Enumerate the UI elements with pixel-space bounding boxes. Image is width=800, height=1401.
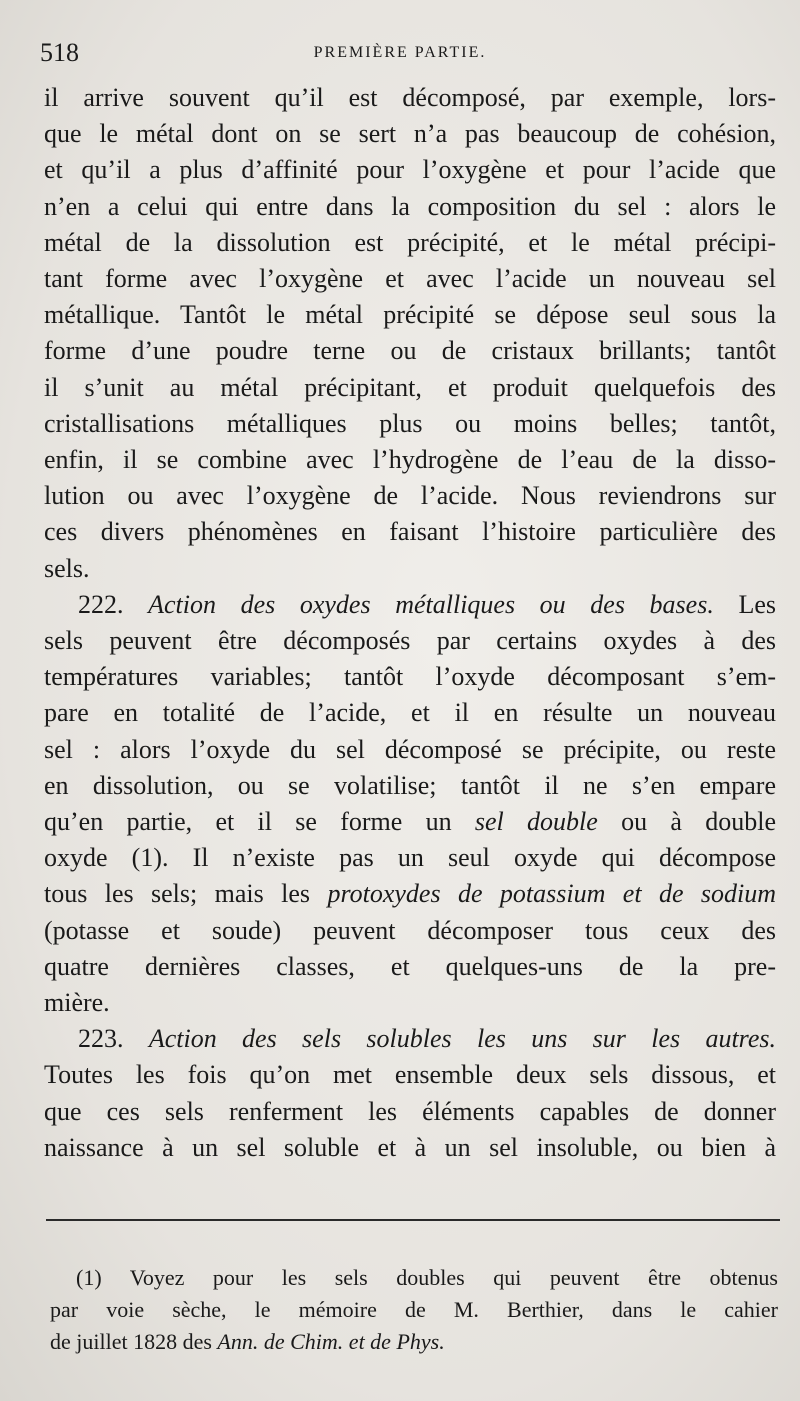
- body-text: [44, 80, 776, 1166]
- text-line: [44, 876, 776, 912]
- text-line: [44, 804, 776, 840]
- footnote-line: (1) Voyez pour les sels doubles qui peuvent être obtenus: [76, 1265, 778, 1290]
- text-line: températures variables; tantôt l’oxyde décomposant s’em-: [44, 662, 776, 692]
- text-fragment: tous les sels; mais les: [44, 879, 328, 909]
- text-line: ces divers phénomènes en faisant l’histoire particulière des: [44, 517, 776, 547]
- text-line: oxyde (1). Il n’existe pas un seul oxyde qui décompose: [44, 843, 776, 873]
- italic-term: protoxydes de potassium et de sodium: [327, 879, 776, 909]
- text-line: et qu’il a plus d’affinité pour l’oxygène et pour l’acide que: [44, 155, 776, 185]
- text-fragment: ou à double: [597, 807, 776, 837]
- footnote: [50, 1262, 778, 1358]
- text-line: cristallisations métalliques plus ou moins belles; tantôt,: [44, 408, 776, 438]
- text-line: enfin, il se combine avec l’hydrogène de l’eau de la disso-: [44, 445, 776, 475]
- page-number: 518: [40, 38, 79, 67]
- paragraph-continued: [44, 80, 776, 587]
- text-line: métal de la dissolution est précipité, et le métal précipi-: [44, 227, 776, 257]
- paragraph-222: [44, 587, 776, 1021]
- text-line: sel : alors l’oxyde du sel décomposé se précipite, ou reste: [44, 734, 776, 764]
- text-line: n’en a celui qui entre dans la composition du sel : alors le: [44, 191, 776, 221]
- footnote-rule: [46, 1219, 780, 1221]
- text-line: quatre dernières classes, et quelques-uns de la pre-: [44, 951, 776, 981]
- text-line: il arrive souvent qu’il est décomposé, par exemple, lors-: [44, 83, 776, 112]
- text-line: [44, 1021, 776, 1057]
- footnote-line: par voie sèche, le mémoire de M. Berthier, dans le cahier: [50, 1297, 778, 1322]
- text-line: métallique. Tantôt le métal précipité se dépose seul sous la: [44, 300, 776, 330]
- text-line: en dissolution, ou se volatilise; tantôt il ne s’en empare: [44, 770, 776, 800]
- text-line: sels.: [44, 553, 90, 583]
- paragraph-number: 223.: [78, 1024, 124, 1054]
- text-line: [44, 587, 776, 623]
- running-title: PREMIÈRE PARTIE.: [313, 44, 487, 61]
- text-line: forme d’une poudre terne ou de cristaux brillants; tantôt: [44, 336, 776, 366]
- text-line: mière.: [44, 988, 110, 1018]
- italic-term: Ann. de Chim. et de Phys.: [217, 1329, 445, 1354]
- text-line: naissance à un sel soluble et à un sel insoluble, ou bien à: [44, 1132, 776, 1162]
- text-fragment: de juillet 1828 des: [50, 1329, 218, 1354]
- text-fragment: Les: [713, 589, 776, 619]
- text-fragment: qu’en partie, et il se forme un: [44, 807, 475, 837]
- text-line: lution ou avec l’oxygène de l’acide. Nous reviendrons sur: [44, 481, 776, 511]
- text-line: que ces sels renferment les éléments capables de donner: [44, 1096, 776, 1126]
- paragraph-223: [44, 1021, 776, 1166]
- footnote-line: [50, 1326, 778, 1358]
- text-line: que le métal dont on se sert n’a pas beaucoup de cohésion,: [44, 119, 776, 149]
- text-line: (potasse et soude) peuvent décomposer tous ceux des: [44, 915, 776, 945]
- section-heading: Action des oxydes métalliques ou des bases.: [148, 589, 714, 619]
- paragraph-number: 222.: [78, 589, 124, 619]
- text-line: il s’unit au métal précipitant, et produit quelquefois des: [44, 372, 776, 402]
- section-heading: Action des sels solubles les uns sur les autres.: [148, 1024, 776, 1054]
- text-line: tant forme avec l’oxygène et avec l’acide un nouveau sel: [44, 264, 776, 294]
- text-line: Toutes les fois qu’on met ensemble deux sels dissous, et: [44, 1060, 776, 1090]
- running-head: [40, 38, 760, 68]
- text-line: sels peuvent être décomposés par certains oxydes à des: [44, 626, 776, 656]
- text-line: pare en totalité de l’acide, et il en résulte un nouveau: [44, 698, 776, 728]
- italic-term: sel double: [474, 807, 598, 837]
